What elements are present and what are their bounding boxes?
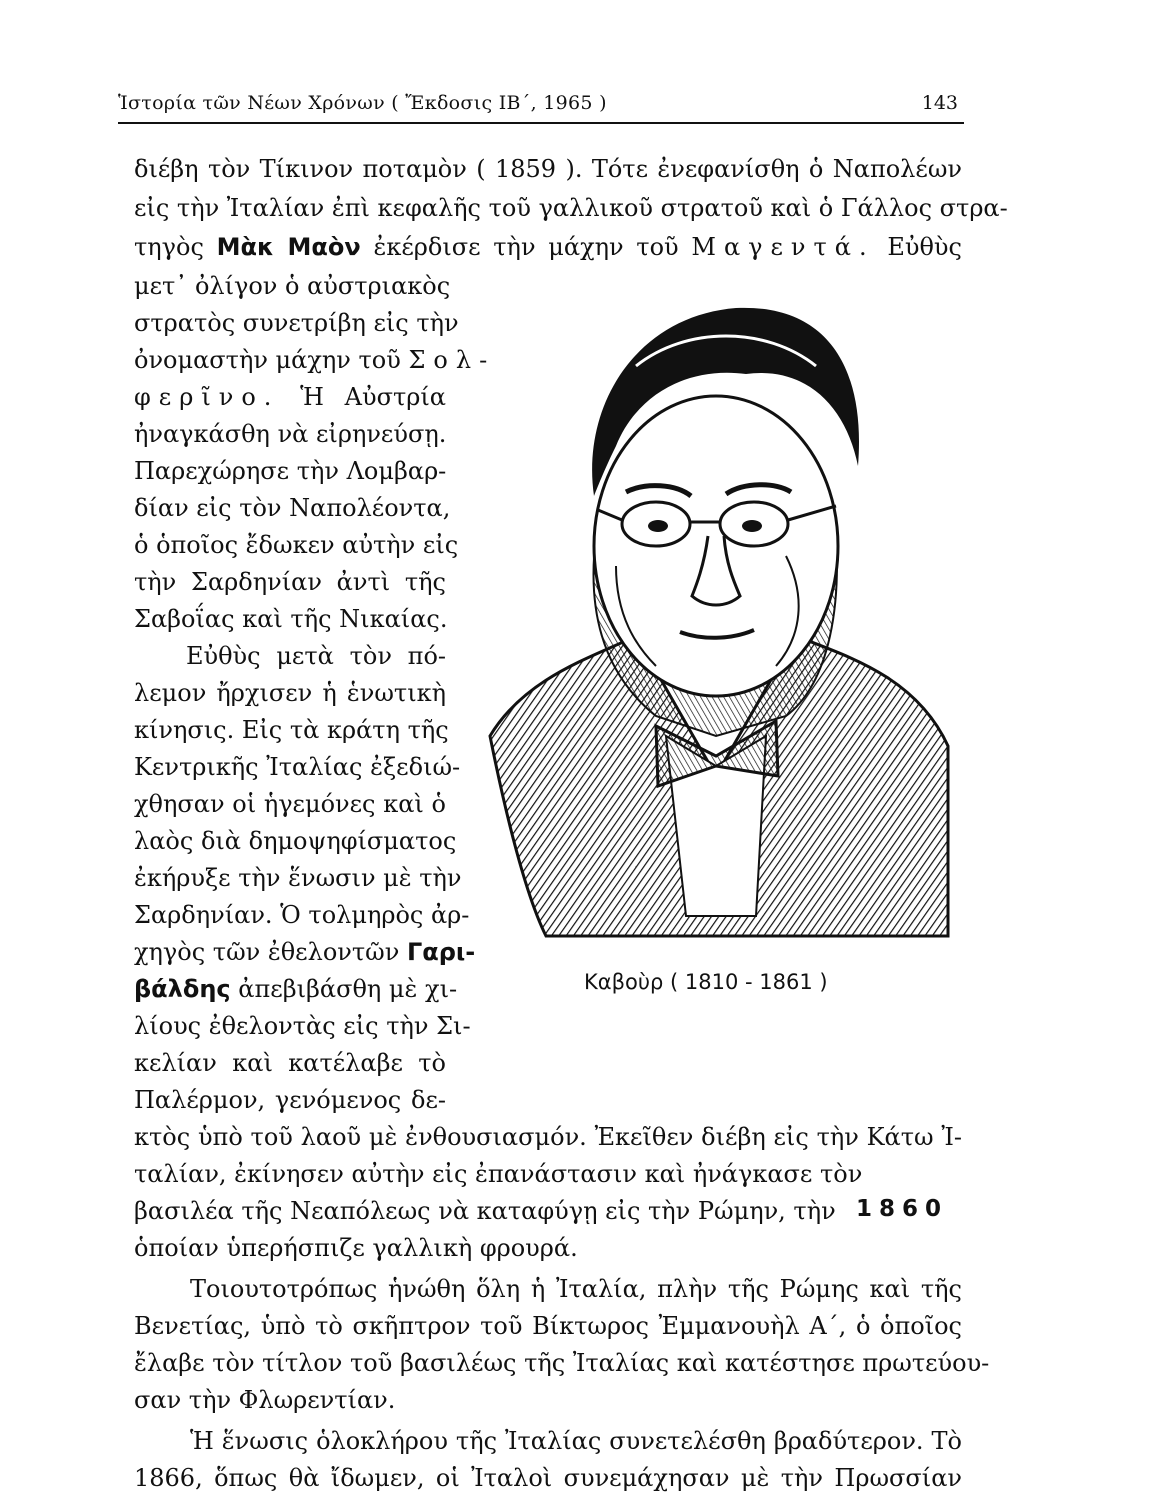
- text-line: διέβη τὸν Τίκινον ποταμὸν ( 1859 ). Τότε ἐνεφανίσθη ὁ Ναπολέων: [134, 155, 962, 183]
- text-line: βασιλέα τῆς Νεαπόλεως νὰ καταφύγῃ εἰς τὴν Ρώμην, τὴν: [134, 1197, 836, 1225]
- text-line: Ἡ ἕνωσις ὁλοκλήρου τῆς Ἰταλίας συνετελέσθη βραδύτερον. Τὸ: [190, 1427, 962, 1455]
- text-line: κίνησις. Εἰς τὰ κράτη τῆς: [134, 716, 449, 744]
- text-line: σαν τὴν Φλωρεντίαν.: [134, 1386, 396, 1414]
- text-line: Τοιουτοτρόπως ἡνώθη ὅλη ἡ Ἰταλία, πλὴν τῆς Ρώμης καὶ τῆς: [190, 1275, 962, 1303]
- text-line: Κεντρικῆς Ἰταλίας ἐξεδιώ-: [134, 753, 461, 781]
- text-line: μετ᾽ ὀλίγον ὁ αὐστριακὸς: [134, 272, 451, 300]
- text-line: δίαν εἰς τὸν Ναπολέοντα,: [134, 494, 451, 522]
- cavour-portrait: [486, 296, 950, 946]
- margin-year-note: 1860: [856, 1196, 949, 1222]
- text-line: βάλδης ἀπεβιβάσθη μὲ χι-: [134, 975, 458, 1003]
- text-line: Σαρδηνίαν. Ὁ τολμηρὸς ἀρ-: [134, 901, 470, 929]
- page-number: 143: [921, 92, 958, 114]
- text-line: ἠναγκάσθη νὰ εἰρηνεύσῃ.: [134, 420, 447, 448]
- header-title: Ἱστορία τῶν Νέων Χρόνων ( Ἔκδοσις ΙΒ΄, 1965 ): [118, 92, 607, 114]
- text-line: ταλίαν, ἐκίνησεν αὐτὴν εἰς ἐπανάστασιν καὶ ἠνάγκασε τὸν: [134, 1160, 863, 1188]
- text-line: λεμον ἤρχισεν ἡ ἑνωτικὴ: [134, 679, 446, 707]
- text-line: ὁποίαν ὑπερήσπιζε γαλλικὴ φρουρά.: [134, 1234, 578, 1262]
- text-line: χθησαν οἱ ἡγεμόνες καὶ ὁ: [134, 790, 446, 818]
- spaced-place-name: Μαγεντά.: [691, 233, 875, 261]
- text-line: τὴν Σαρδηνίαν ἀντὶ τῆς: [134, 568, 446, 596]
- header-rule: [118, 122, 964, 124]
- text-line: ὀνομαστὴν μάχην τοῦ Σολ-: [134, 346, 496, 374]
- text-line: Παλέρμον, γενόμενος δε-: [134, 1086, 446, 1114]
- text-line: ἔλαβε τὸν τίτλον τοῦ βασιλέως τῆς Ἰταλίας καὶ κατέστησε πρωτεύου-: [134, 1349, 990, 1377]
- text-line: εἰς τὴν Ἰταλίαν ἐπὶ κεφαλῆς τοῦ γαλλικοῦ στρατοῦ καὶ ὁ Γάλλος στρα-: [134, 194, 1008, 222]
- text-line: Εὐθὺς μετὰ τὸν πό-: [186, 642, 446, 670]
- bold-name-garibaldi: Γαρι-: [406, 938, 476, 966]
- text-line: Βενετίας, ὑπὸ τὸ σκῆπτρον τοῦ Βίκτωρος Ἐμμανουὴλ Α΄, ὁ ὁποῖος: [134, 1312, 962, 1340]
- portrait-caption: Καβοὺρ ( 1810 - 1861 ): [584, 970, 828, 994]
- bold-name-garibaldi: βάλδης: [134, 975, 231, 1003]
- text-line: ἐκήρυξε τὴν ἕνωσιν μὲ τὴν: [134, 864, 462, 892]
- text-line: ὁ ὁποῖος ἔδωκεν αὐτὴν εἰς: [134, 531, 459, 559]
- running-header: [118, 92, 964, 120]
- text-line: χηγὸς τῶν ἐθελοντῶν Γαρι-: [134, 938, 476, 966]
- spaced-place-name: Σολ-: [408, 346, 496, 374]
- text-line: 1866, ὅπως θὰ ἴδωμεν, οἱ Ἰταλοὶ συνεμάχησαν μὲ τὴν Πρωσσίαν: [134, 1464, 962, 1492]
- text-line: λαὸς διὰ δημοψηφίσματος: [134, 827, 457, 855]
- text-line: φερῖνο. Ἡ Αὐστρία: [134, 383, 446, 411]
- text-line: στρατὸς συνετρίβη εἰς τὴν: [134, 309, 459, 337]
- text-line: κελίαν καὶ κατέλαβε τὸ: [134, 1049, 446, 1077]
- text-line: λίους ἐθελοντὰς εἰς τὴν Σι-: [134, 1012, 471, 1040]
- text-line: Παρεχώρησε τὴν Λομβαρ-: [134, 457, 447, 485]
- text-line: Σαβοΐας καὶ τῆς Νικαίας.: [134, 605, 448, 633]
- spaced-place-name: φερῖνο.: [134, 383, 280, 411]
- text-line: κτὸς ὑπὸ τοῦ λαοῦ μὲ ἐνθουσιασμόν. Ἐκεῖθεν διέβη εἰς τὴν Κάτω Ἰ-: [134, 1123, 962, 1151]
- bold-name-mac-mahon: Μὰκ Μαὸν: [216, 233, 361, 261]
- text-line: τηγὸς Μὰκ Μαὸν ἐκέρδισε τὴν μάχην τοῦ Μαγεντά. Εὐθὺς: [134, 233, 962, 261]
